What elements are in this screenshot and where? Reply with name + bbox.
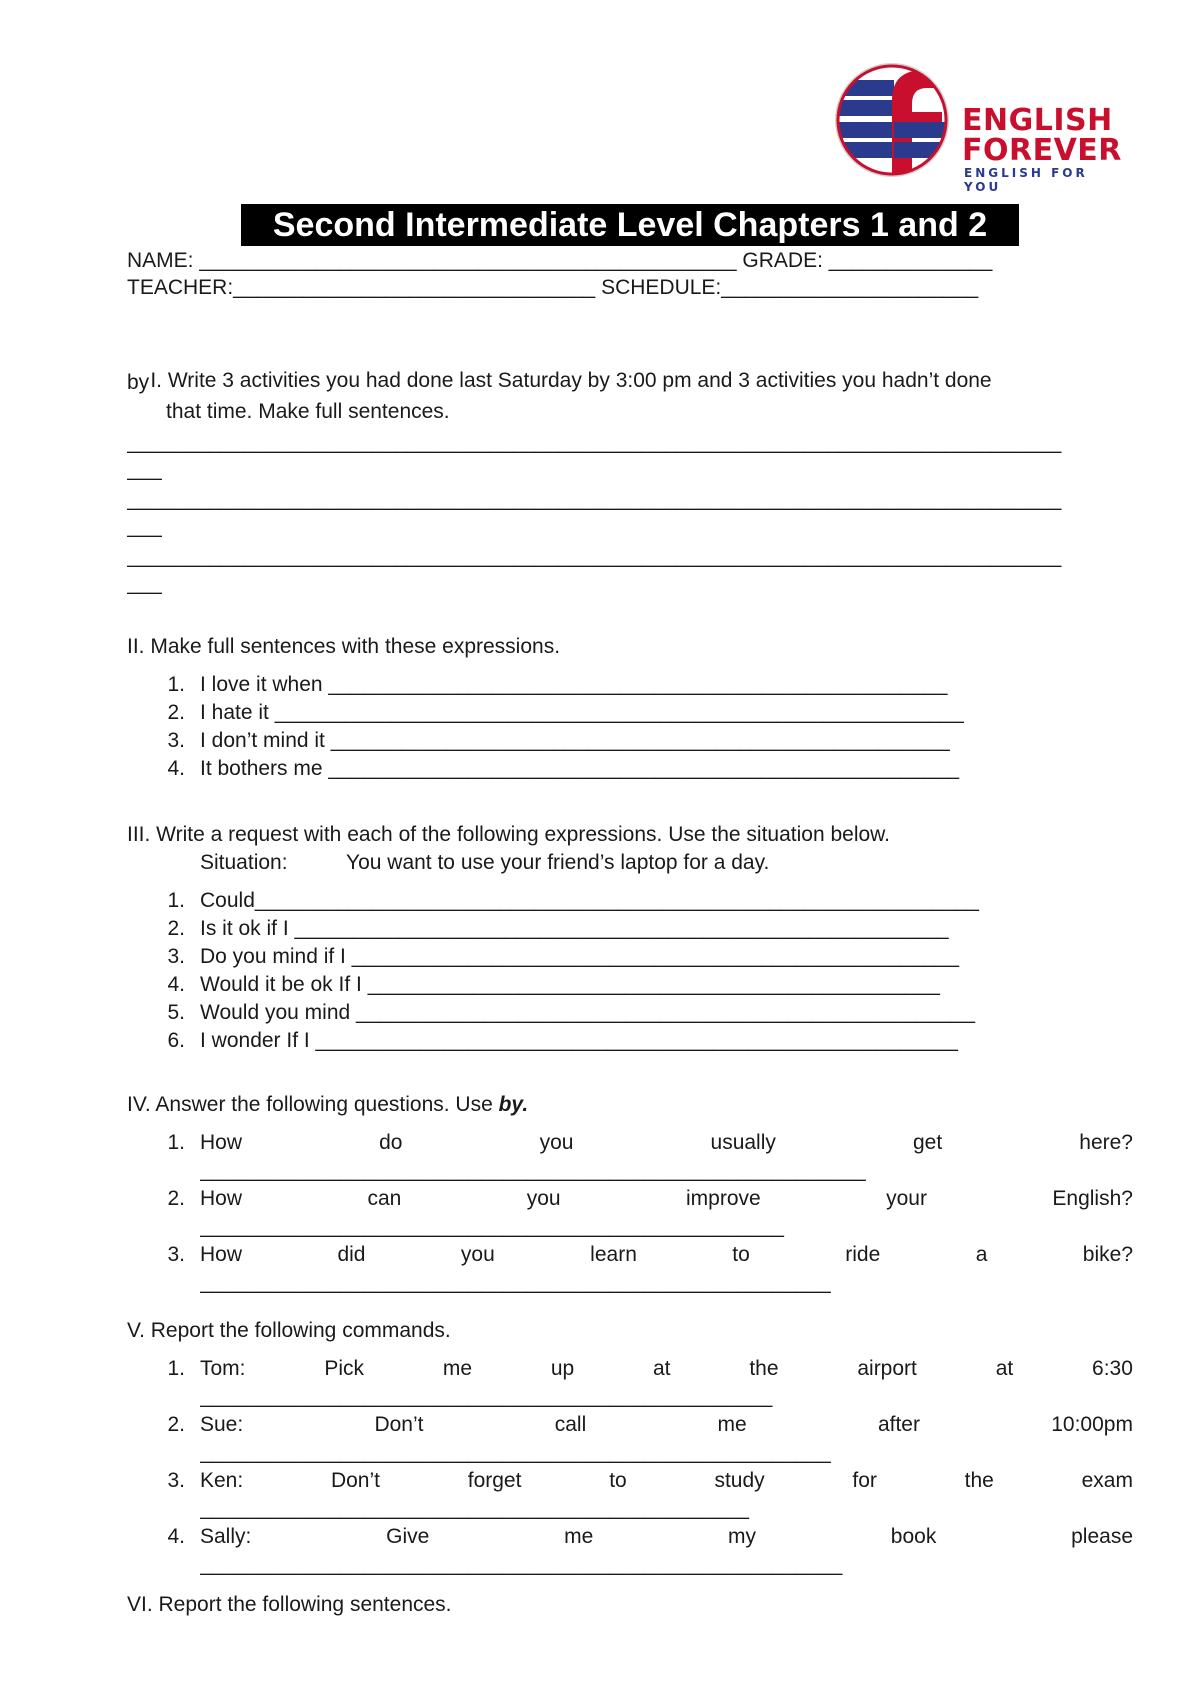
logo-tagline: ENGLISH FOR YOU [964, 166, 1088, 194]
question-word: do [379, 1131, 403, 1154]
list-number: 4. [167, 973, 185, 996]
section-4-heading-text: IV. Answer the following questions. Use [127, 1093, 499, 1116]
section-5-answer-3[interactable]: _______________________________________________ [200, 1497, 749, 1520]
section-4-question-2 [200, 1186, 1133, 1212]
question-word: get [912, 1131, 943, 1154]
command-word: my [728, 1525, 757, 1548]
question-word: you [526, 1187, 561, 1210]
section-1-answer-tail-3[interactable]: ___ [127, 572, 163, 595]
command-word: Don’t [330, 1469, 380, 1492]
section-4-question-3 [200, 1242, 1133, 1268]
section-1-instruction-c: that time. Make full sentences. [166, 400, 450, 423]
section-1-answer-line-2[interactable]: ________________________________________________________________________________ [127, 488, 1062, 511]
question-word: ride [845, 1243, 881, 1266]
command-word: Pick [324, 1357, 365, 1380]
section-2-item-1[interactable]: I love it when _____________________________________________________ [200, 673, 948, 696]
list-number: 5. [167, 1001, 185, 1024]
question-word: How [200, 1243, 243, 1266]
command-word: me [442, 1357, 473, 1380]
list-number: 3. [167, 1243, 185, 1266]
question-word: bike? [1082, 1243, 1133, 1266]
english-forever-logo [832, 60, 1132, 194]
section-4-heading [127, 1092, 528, 1118]
section-2-item-4[interactable]: It bothers me ______________________________________________________ [200, 757, 960, 780]
question-word: How [200, 1187, 243, 1210]
section-5-command-2 [200, 1412, 1133, 1438]
logo-brand-line-1: ENGLISH [962, 103, 1113, 138]
section-2-item-3[interactable]: I don’t mind it _____________________________________________________ [200, 729, 950, 752]
question-word: here? [1079, 1131, 1133, 1154]
question-word: a [975, 1243, 988, 1266]
question-word: you [539, 1131, 574, 1154]
section-5-heading: V. Report the following commands. [127, 1319, 451, 1342]
list-number: 3. [167, 729, 185, 752]
list-number: 1. [167, 1131, 185, 1154]
section-3-item-6[interactable]: I wonder If I _______________________________________________________ [200, 1029, 958, 1052]
list-number: 3. [167, 945, 185, 968]
command-word: exam [1081, 1469, 1133, 1492]
section-1-instruction-a: I. Write 3 activities you had done last Saturday by 3:00 pm and 3 activities you hadn’t done [150, 369, 992, 392]
command-word: to [609, 1469, 627, 1492]
section-4-answer-1[interactable]: _________________________________________________________ [200, 1159, 866, 1182]
section-2-heading: II. Make full sentences with these expressions. [127, 635, 561, 658]
question-word: can [367, 1187, 402, 1210]
command-word: at [995, 1357, 1014, 1380]
command-word: Don’t [374, 1413, 424, 1436]
list-number: 2. [167, 701, 185, 724]
question-word: you [460, 1243, 495, 1266]
command-word: Sally: [200, 1525, 252, 1548]
section-2-item-2[interactable]: I hate it ___________________________________________________________ [200, 701, 964, 724]
command-word: please [1071, 1525, 1133, 1548]
question-word: English? [1052, 1187, 1133, 1210]
list-number: 1. [167, 1357, 185, 1380]
command-word: for [852, 1469, 877, 1492]
list-number: 2. [167, 917, 185, 940]
question-word: learn [590, 1243, 637, 1266]
command-word: the [749, 1357, 779, 1380]
command-word: me [564, 1525, 594, 1548]
section-4-question-1 [200, 1130, 1133, 1156]
question-word: improve [686, 1187, 761, 1210]
list-number: 1. [167, 673, 185, 696]
command-word: call [554, 1413, 587, 1436]
section-4-answer-2[interactable]: __________________________________________________ [200, 1215, 784, 1238]
command-word: 10:00pm [1051, 1413, 1133, 1436]
section-5-answer-4[interactable]: _______________________________________________________ [200, 1553, 843, 1576]
question-word: usually [710, 1131, 776, 1154]
section-3-item-5[interactable]: Would you mind _____________________________________________________ [200, 1001, 976, 1024]
section-1-answer-tail-2[interactable]: ___ [127, 515, 163, 538]
command-word: airport [857, 1357, 917, 1380]
section-5-command-4 [200, 1524, 1133, 1550]
command-word: forget [467, 1469, 522, 1492]
logo-brand-line-2: FOREVER [962, 133, 1122, 168]
command-word: Tom: [200, 1357, 246, 1380]
list-number: 4. [167, 1525, 185, 1548]
command-word: book [890, 1525, 937, 1548]
section-3-item-4[interactable]: Would it be ok If I _________________________________________________ [200, 973, 940, 996]
question-word: How [200, 1131, 243, 1154]
list-number: 1. [167, 889, 185, 912]
command-word: Sue: [200, 1413, 244, 1436]
logo-emblem-icon [832, 60, 952, 182]
worksheet-title: Second Intermediate Level Chapters 1 and 2 [241, 204, 1019, 246]
command-word: Give [386, 1525, 430, 1548]
section-1-instruction-b: by [127, 371, 150, 394]
command-word: the [964, 1469, 994, 1492]
list-number: 2. [167, 1413, 185, 1436]
teacher-schedule-field[interactable]: TEACHER:_______________________________ SCHEDULE:______________________ [127, 276, 979, 299]
section-5-command-3 [200, 1468, 1133, 1494]
section-3-heading: III. Write a request with each of the following expressions. Use the situation below. [127, 823, 891, 846]
situation-text: You want to use your friend’s laptop for a day. [346, 851, 770, 874]
list-number: 4. [167, 757, 185, 780]
command-word: up [550, 1357, 575, 1380]
section-3-item-1[interactable]: Could______________________________________________________________ [200, 889, 979, 912]
section-5-answer-1[interactable]: _________________________________________________ [200, 1385, 773, 1408]
name-grade-field[interactable]: NAME: ______________________________________________ GRADE: ______________ [127, 249, 993, 272]
section-5-answer-2[interactable]: ______________________________________________________ [200, 1441, 831, 1464]
section-3-item-3[interactable]: Do you mind if I ____________________________________________________ [200, 945, 960, 968]
section-6-heading: VI. Report the following sentences. [127, 1593, 452, 1616]
section-1-answer-line-1[interactable]: ________________________________________________________________________________ [127, 431, 1062, 454]
question-word: your [886, 1187, 927, 1210]
section-4-answer-3[interactable]: ______________________________________________________ [200, 1271, 831, 1294]
command-word: at [653, 1357, 671, 1380]
command-word: study [714, 1469, 765, 1492]
command-word: me [717, 1413, 747, 1436]
section-5-command-1 [200, 1356, 1133, 1382]
section-3-item-2[interactable]: Is it ok if I ________________________________________________________ [200, 917, 949, 940]
command-word: after [877, 1413, 920, 1436]
question-word: did [337, 1243, 366, 1266]
list-number: 3. [167, 1469, 185, 1492]
list-number: 2. [167, 1187, 185, 1210]
section-1-answer-tail-1[interactable]: ___ [127, 458, 163, 481]
question-word: to [732, 1243, 750, 1266]
section-4-heading-emphasis: by. [498, 1093, 529, 1116]
situation-label: Situation: [200, 851, 288, 874]
command-word: 6:30 [1092, 1357, 1133, 1380]
section-1-answer-line-3[interactable]: ________________________________________________________________________________ [127, 545, 1062, 568]
command-word: Ken: [200, 1469, 244, 1492]
list-number: 6. [167, 1029, 185, 1052]
